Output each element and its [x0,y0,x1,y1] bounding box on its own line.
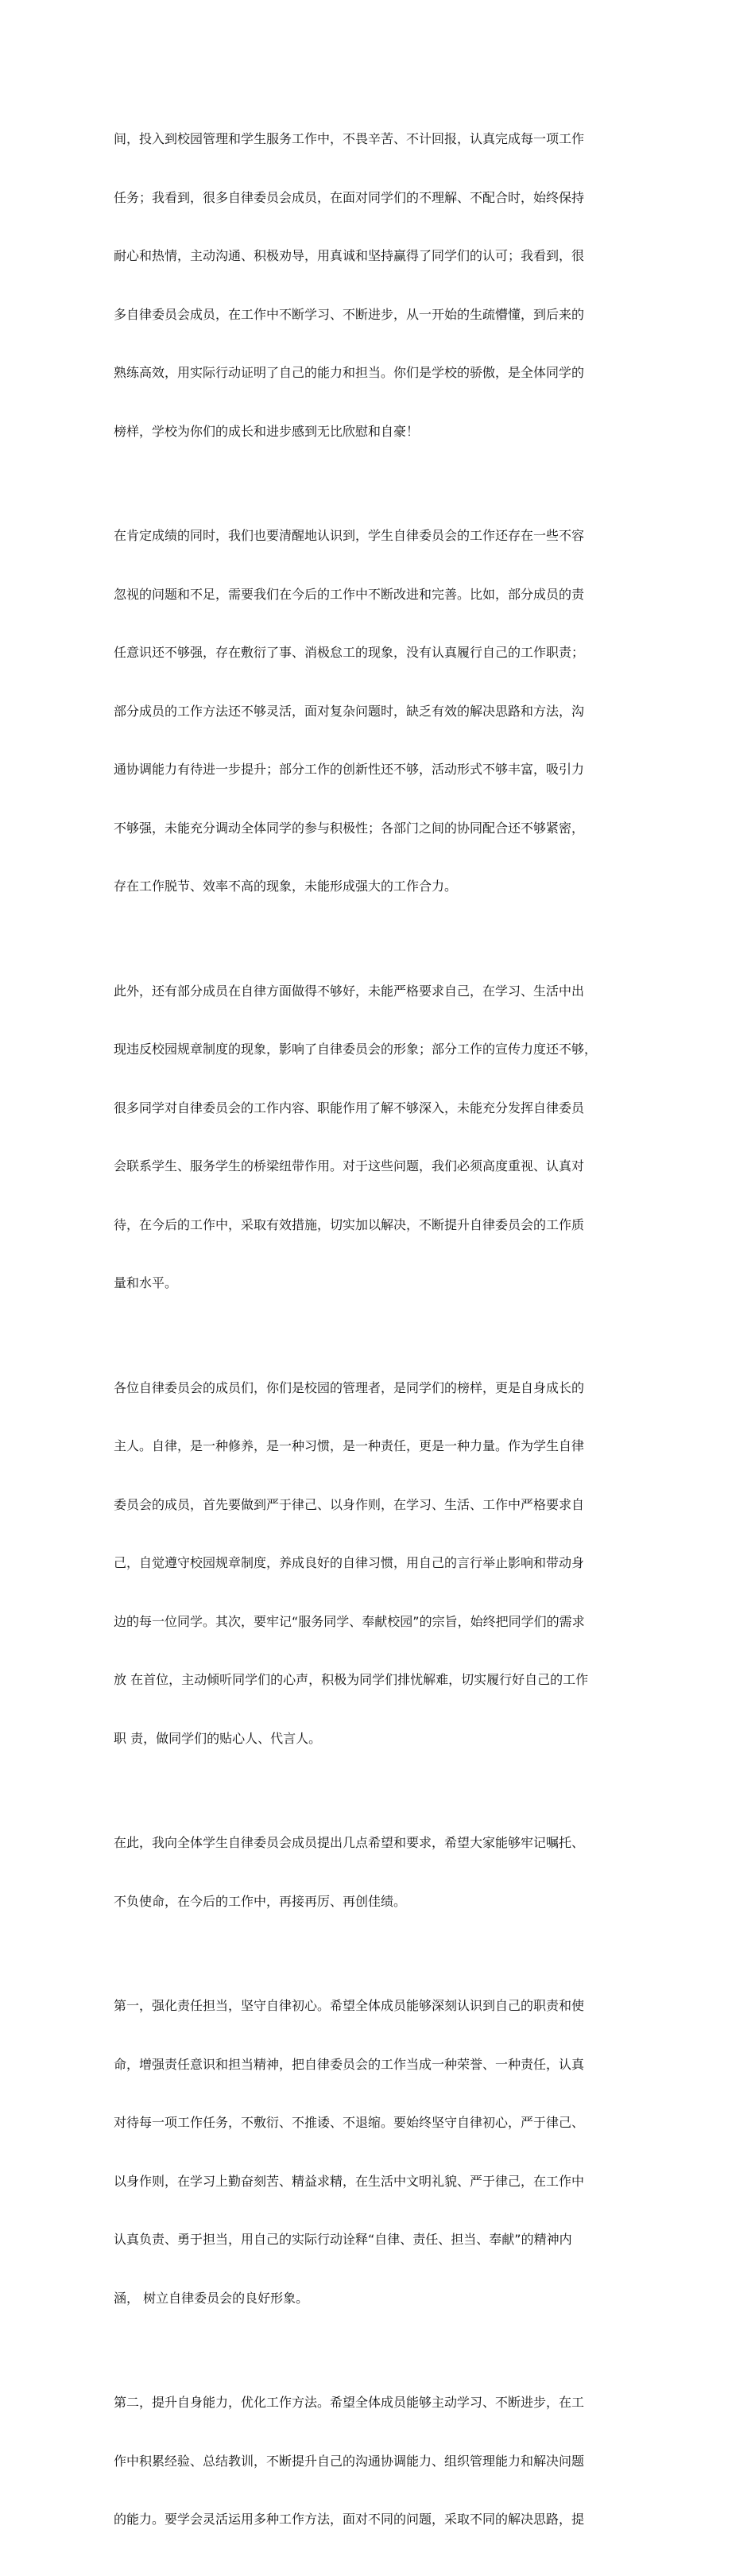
text-line: 熟练高效，用实际行动证明了自己的能力和担当。你们是学校的骄傲，是全体同学的 [114,365,585,380]
text-line: 涵， 树立自律委员会的良好形象。 [114,2290,309,2306]
text-line: 间，投入到校园管理和学生服务工作中，不畏辛苦、不计回报，认真完成每一项工作 [114,131,585,146]
text-line: 很多同学对自律委员会的工作内容、职能作用了解不够深入，未能充分发挥自律委员 [114,1100,585,1115]
text-line: 量和水平。 [114,1275,178,1290]
paragraph-5 [114,1794,646,1950]
text-line: 榜样，学校为你们的成长和进步感到无比欣慰和自豪！ [114,423,420,439]
text-line: 第二，提升自身能力，优化工作方法。希望全体成员能够主动学习、不断进步，在工 [114,2395,585,2410]
text-line: 存在工作脱节、效率不高的现象，未能形成强大的工作合力。 [114,879,458,894]
paragraph-6 [114,1957,646,2347]
text-line: 会联系学生、服务学生的桥梁纽带作用。对于这些问题，我们必须高度重视、认真对 [114,1158,585,1174]
text-line: 以身作则，在学习上勤奋刻苦、精益求精，在生活中文明礼貌、严于律己，在工作中 [114,2173,585,2189]
text-line: 待，在今后的工作中，采取有效措施，切实加以解决，不断提升自律委员会的工作质 [114,1216,585,1232]
text-line: 各位自律委员会的成员们，你们是校园的管理者，是同学们的榜样，更是自身成长的 [114,1379,585,1395]
text-line: 任务；我看到，很多自律委员会成员，在面对同学们的不理解、不配合时，始终保持 [114,189,585,205]
text-line: 的能力。要学会灵活运用多种工作方法，面对不同的问题，采取不同的解决思路，提 [114,2512,585,2527]
text-line: 职 责，做同学们的贴心人、代言人。 [114,1730,322,1746]
paragraph-4 [114,1340,646,1788]
text-line: 此外，还有部分成员在自律方面做得不够好，未能严格要求自己，在学习、生活中出 [114,983,585,999]
text-line: 对待每一项工作任务，不敷衍、不推诿、不退缩。要始终坚守自律初心，严于律己、 [114,2115,585,2130]
text-line: 命，增强责任意识和担当精神，把自律委员会的工作当成一种荣誉、一种责任，认真 [114,2056,585,2072]
text-line: 第一，强化责任担当，坚守自律初心。希望全体成员能够深刻认识到自己的职责和使 [114,1998,585,2013]
text-line: 边的每一位同学。其次，要牢记“服务同学、奉献校园”的宗旨，始终把同学们的需求 [114,1613,585,1629]
text-line: 通协调能力有待进一步提升；部分工作的创新性还不够，活动形式不够丰富，吸引力 [114,762,585,777]
paragraph-2 [114,487,646,936]
text-line: 忽视的问题和不足，需要我们在今后的工作中不断改进和完善。比如，部分成员的责 [114,586,585,602]
text-line: 作中积累经验、总结教训，不断提升自己的沟通协调能力、组织管理能力和解决问题 [114,2453,585,2469]
text-line: 主人。自律，是一种修养，是一种习惯，是一种责任，更是一种力量。作为学生自律 [114,1438,585,1453]
text-line: 不够强，未能充分调动全体同学的参与积极性；各部门之间的协同配合还不够紧密， [114,820,585,836]
text-line: 委员会的成员，首先要做到严于律己、以身作则，在学习、生活、工作中严格要求自 [114,1496,585,1512]
text-line: 部分成员的工作方法还不够灵活，面对复杂问题时，缺乏有效的解决思路和方法，沟 [114,703,585,719]
text-line: 在肯定成绩的同时，我们也要清醒地认识到，学生自律委员会的工作还存在一些不容 [114,528,585,543]
text-line: 在此，我向全体学生自律委员会成员提出几点希望和要求，希望大家能够牢记嘱托、 [114,1835,585,1850]
paragraph-1 [114,91,646,480]
text-line: 己，自觉遵守校园规章制度，养成良好的自律习惯，用自己的言行举止影响和带动身 [114,1555,585,1570]
text-line: 放 在首位，主动倾听同学们的心声，积极为同学们排忧解难，切实履行好自己的工作 [114,1672,589,1687]
paragraph-7 [114,2354,646,2569]
document-body [114,91,646,2576]
text-line: 任意识还不够强，存在敷衍了事、消极怠工的现象，没有认真履行自己的工作职责； [114,645,585,660]
text-line: 认真负责、勇于担当，用自己的实际行动诠释“自律、责任、担当、奉献”的精神内 [114,2232,572,2247]
text-line: 耐心和热情，主动沟通、积极劝导，用真诚和坚持赢得了同学们的认可；我看到，很 [114,248,585,263]
text-line: 不负使命，在今后的工作中，再接再厉、再创佳绩。 [114,1893,407,1909]
paragraph-3 [114,943,646,1333]
text-line: 多自律委员会成员，在工作中不断学习、不断进步，从一开始的生疏懵懂，到后来的 [114,306,585,322]
text-line: 现违反校园规章制度的现象，影响了自律委员会的形象；部分工作的宣传力度还不够， [114,1042,598,1057]
